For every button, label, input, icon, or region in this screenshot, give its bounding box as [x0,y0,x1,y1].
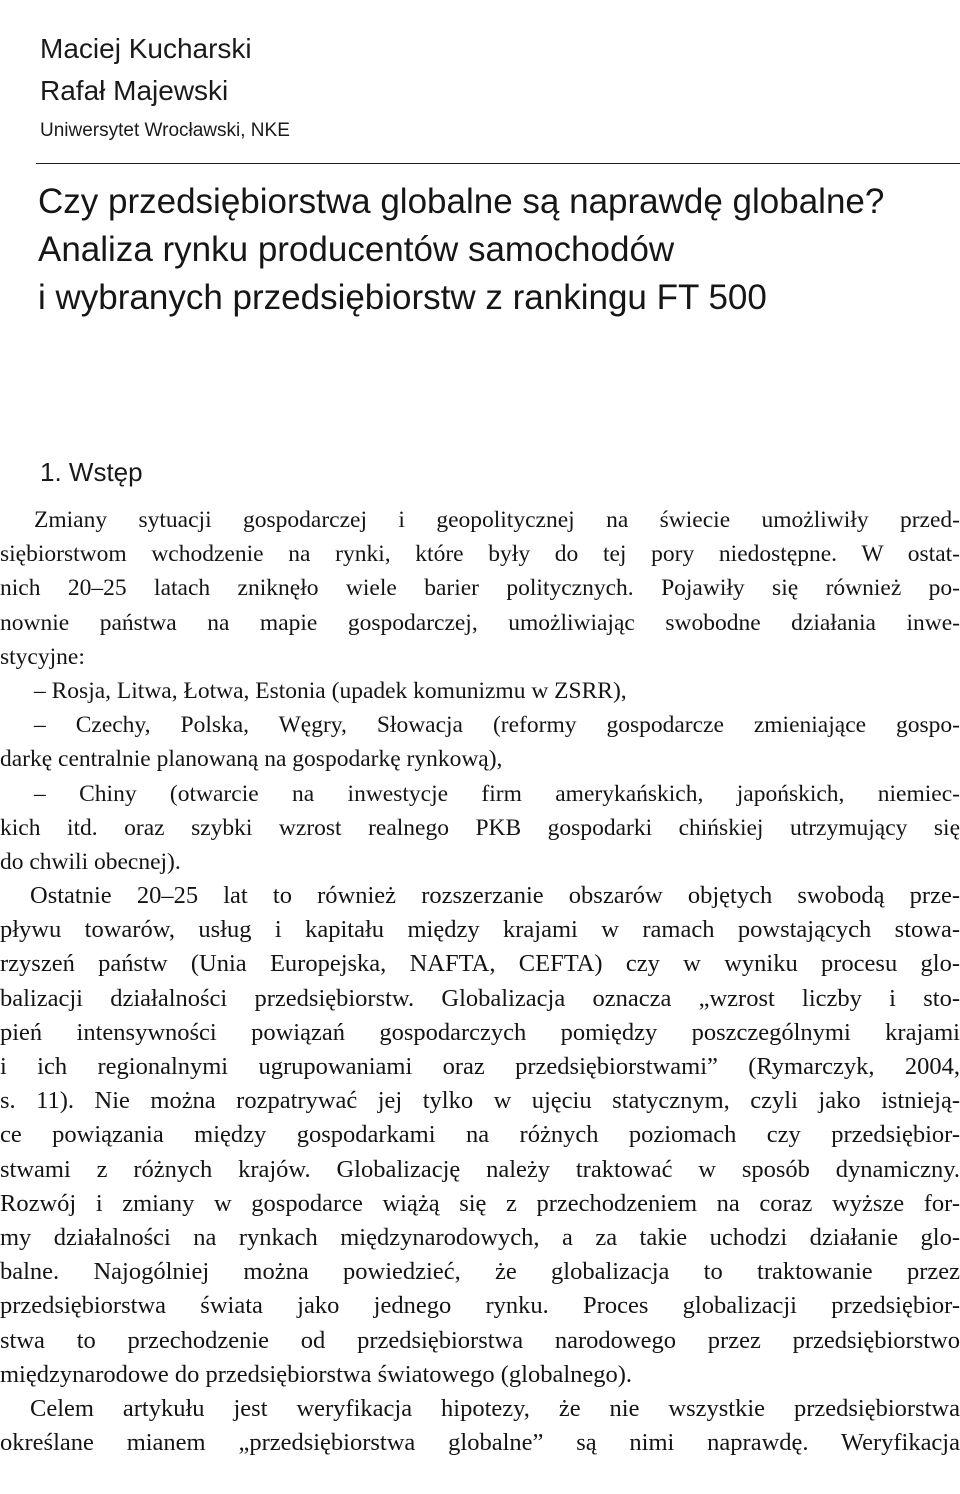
section-heading: 1. Wstęp [40,457,143,487]
list-item: – Rosja, Litwa, Łotwa, Estonia (upadek komunizmu w ZSRR), [34,677,627,704]
text-line: pływu towarów, usług i kapitału między krajami w ramach powstających stowa- [0,916,960,944]
intro-paragraph [0,503,960,674]
article-title [38,178,884,322]
list-item: – Chiny (otwarcie na inwestycje firm amerykańskich, japońskich, niemiec- [34,780,960,807]
country-list [0,674,960,879]
text-line: Ostatnie 20–25 lat to również rozszerzanie obszarów objętych swobodą prze- [30,882,960,910]
title-line: Czy przedsiębiorstwa globalne są naprawdę globalne? [38,182,885,221]
text-line: s. 11). Nie można rozpatrywać jej tylko w ujęciu statycznym, czyli jako istnieją- [0,1087,960,1115]
text-line: przedsiębiorstwa świata jako jednego rynku. Proces globalizacji przedsiębior- [0,1292,960,1320]
text-line: i ich regionalnymi ugrupowaniami oraz przedsiębiorstwami” (Rymarczyk, 2004, [0,1053,960,1080]
text-line: balne. Najogólniej można powiedzieć, że globalizacja to traktowanie przez [0,1258,960,1286]
text-line: my działalności na rynkach międzynarodowych, a za takie uchodzi działanie glo- [0,1223,960,1251]
list-item: – Czechy, Polska, Węgry, Słowacja (reformy gospodarcze zmieniające gospo- [34,712,960,739]
author-block [40,28,290,146]
text-line: pień intensywności powiązań gospodarczych pomiędzy poszczególnymi krajami [0,1018,960,1046]
author-name: Rafał Majewski [40,75,229,106]
text-line: określane mianem „przedsiębiorstwa globalne” są nimi naprawdę. Weryfikacja [0,1429,960,1457]
text-line: ce powiązania między gospodarkami na różnych poziomach czy przedsiębior- [0,1121,960,1149]
text-line: siębiorstwom wchodzenie na rynki, które były do tej pory niedostępne. W ostat- [0,541,960,568]
list-item-continuation: do chwili obecnej). [0,848,181,875]
text-line: rzyszeń państw (Unia Europejska, NAFTA, CEFTA) czy w wyniku procesu glo- [0,950,960,978]
author-name: Maciej Kucharski [40,33,252,64]
text-line: nownie państwa na mapie gospodarczej, umożliwiając swobodne działania inwe- [0,609,960,636]
text-line: Zmiany sytuacji gospodarczej i geopolitycznej na świecie umożliwiły przed- [34,507,960,533]
list-item-continuation: darkę centralnie planowaną na gospodarkę rynkową), [0,746,503,773]
paragraph-globalization [0,879,960,1392]
list-item-continuation: kich itd. oraz szybki wzrost realnego PKB gospodarki chińskiej utrzymujący się [0,814,960,841]
affiliation: Uniwersytet Wrocławski, NKE [40,120,290,141]
body-text [0,503,960,1460]
text-line: Rozwój i zmiany w gospodarce wiążą się z przechodzeniem na coraz wyższe for- [0,1189,960,1217]
text-line: Celem artykułu jest weryfikacja hipotezy, że nie wszystkie przedsiębiorstwa [30,1394,960,1422]
text-line: stycyjne: [0,643,85,670]
text-line: międzynarodowe do przedsiębiorstwa światowego (globalnego). [0,1360,633,1388]
text-line: stwa to przechodzenie od przedsiębiorstwa narodowego przez przedsiębiorstwo [0,1326,960,1354]
text-line: nich 20–25 latach zniknęło wiele barier politycznych. Pojawiły się również po- [0,575,960,602]
text-line: stwami z różnych krajów. Globalizację należy traktować w sposób dynamiczny. [0,1155,960,1183]
title-line: i wybranych przedsiębiorstw z rankingu FT 500 [38,278,767,317]
title-line: Analiza rynku producentów samochodów [38,230,675,269]
header-rule [36,163,960,164]
text-line: balizacji działalności przedsiębiorstw. Globalizacja oznacza „wzrost liczby i sto- [0,984,960,1012]
paragraph-aim [0,1392,960,1460]
